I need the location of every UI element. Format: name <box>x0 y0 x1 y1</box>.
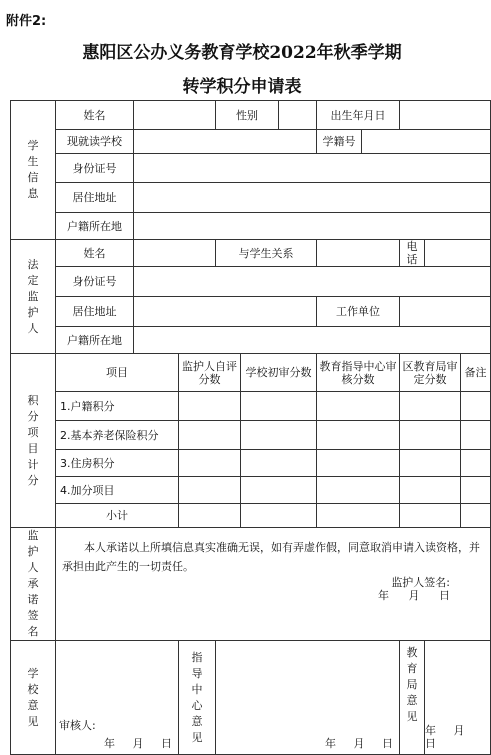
points-cell[interactable] <box>317 421 400 450</box>
student-id-field[interactable] <box>134 154 491 183</box>
points-cell[interactable] <box>317 504 400 528</box>
points-cell[interactable] <box>400 392 461 421</box>
points-cell[interactable] <box>317 450 400 477</box>
points-cell[interactable] <box>400 477 461 504</box>
pledge-section-label: 监护人承诺签名 <box>11 528 56 641</box>
points-cell[interactable] <box>179 392 241 421</box>
center-opinion-date: 年 月 日 <box>325 737 393 750</box>
guardian-name-label: 姓名 <box>56 240 134 267</box>
points-cell[interactable] <box>179 477 241 504</box>
attachment-label: 附件2: <box>6 14 47 29</box>
guardian-address-label: 居住地址 <box>56 297 134 327</box>
student-id-label: 身份证号 <box>56 154 134 183</box>
points-cell[interactable] <box>400 450 461 477</box>
points-cell[interactable] <box>461 450 491 477</box>
student-gender-label: 性别 <box>216 101 279 130</box>
student-no-label: 学籍号 <box>317 130 362 154</box>
student-hukou-field[interactable] <box>134 213 491 240</box>
points-cell[interactable] <box>241 392 317 421</box>
student-gender-field[interactable] <box>279 101 317 130</box>
student-name-label: 姓名 <box>56 101 134 130</box>
pledge-cell[interactable] <box>56 528 491 641</box>
guardian-id-field[interactable] <box>134 267 491 297</box>
pledge-date: 年 月 日 <box>378 589 451 602</box>
guardian-id-label: 身份证号 <box>56 267 134 297</box>
student-school-field[interactable] <box>134 130 317 154</box>
student-address-label: 居住地址 <box>56 183 134 213</box>
school-opinion-field[interactable] <box>56 641 179 755</box>
guardian-relation-label: 与学生关系 <box>216 240 317 267</box>
points-cell[interactable] <box>179 421 241 450</box>
guardian-address-field[interactable] <box>134 297 317 327</box>
form-title: 惠阳区公办义务教育学校2022年秋季学期 <box>82 43 402 63</box>
points-cell[interactable] <box>461 504 491 528</box>
points-header-self: 监护人自评分数 <box>179 354 241 392</box>
guardian-phone-field[interactable] <box>425 240 491 267</box>
points-header-item: 项目 <box>56 354 179 392</box>
points-cell[interactable] <box>179 450 241 477</box>
points-item-bonus: 4.加分项目 <box>56 477 179 504</box>
points-cell[interactable] <box>241 421 317 450</box>
points-cell[interactable] <box>400 504 461 528</box>
reviewer-label: 审核人: <box>59 719 96 732</box>
center-opinion-label: 指导中心意见 <box>179 641 216 755</box>
points-subtotal-label: 小计 <box>56 504 179 528</box>
center-opinion-field[interactable] <box>216 641 400 755</box>
points-cell[interactable] <box>317 477 400 504</box>
points-cell[interactable] <box>179 504 241 528</box>
points-item-pension: 2.基本养老保险积分 <box>56 421 179 450</box>
points-cell[interactable] <box>461 477 491 504</box>
guardian-section-label: 法定监护人 <box>11 240 56 354</box>
guardian-name-field[interactable] <box>134 240 216 267</box>
school-opinion-label: 学校意见 <box>11 641 56 755</box>
pledge-text: 本人承诺以上所填信息真实准确无误，如有弄虚作假，同意取消申请入读资格，并承担由此产生的一切责任。 <box>62 541 480 573</box>
points-header-remark: 备注 <box>461 354 491 392</box>
points-cell[interactable] <box>241 477 317 504</box>
student-dob-label: 出生年月日 <box>317 101 400 130</box>
student-section-label: 学生信息 <box>11 101 56 240</box>
student-address-field[interactable] <box>134 183 491 213</box>
points-header-center: 教育指导中心审核分数 <box>317 354 400 392</box>
form-subtitle: 转学积分申请表 <box>182 77 302 97</box>
points-section-label: 积分项目计分 <box>11 354 56 528</box>
points-cell[interactable] <box>461 392 491 421</box>
points-item-hukou: 1.户籍积分 <box>56 392 179 421</box>
bureau-opinion-field[interactable] <box>425 641 491 755</box>
school-opinion-date: 年 月 日 <box>104 737 172 750</box>
points-cell[interactable] <box>241 450 317 477</box>
points-cell[interactable] <box>461 421 491 450</box>
guardian-phone-label: 电话 <box>400 240 425 267</box>
guardian-work-field[interactable] <box>400 297 491 327</box>
points-cell[interactable] <box>241 504 317 528</box>
guardian-hukou-label: 户籍所在地 <box>56 327 134 354</box>
student-name-field[interactable] <box>134 101 216 130</box>
points-cell[interactable] <box>400 421 461 450</box>
points-header-school: 学校初审分数 <box>241 354 317 392</box>
guardian-relation-field[interactable] <box>317 240 400 267</box>
pledge-sign-label: 监护人签名: <box>391 576 451 589</box>
guardian-work-label: 工作单位 <box>317 297 400 327</box>
application-form-table <box>10 100 491 755</box>
bureau-opinion-date: 年 月 日 <box>425 724 465 750</box>
student-school-label: 现就读学校 <box>56 130 134 154</box>
student-hukou-label: 户籍所在地 <box>56 213 134 240</box>
bureau-opinion-label: 教育局意见 <box>400 641 425 755</box>
points-item-housing: 3.住房积分 <box>56 450 179 477</box>
guardian-hukou-field[interactable] <box>134 327 491 354</box>
student-dob-field[interactable] <box>400 101 491 130</box>
points-cell[interactable] <box>317 392 400 421</box>
student-no-field[interactable] <box>362 130 491 154</box>
points-header-bureau: 区教育局审定分数 <box>400 354 461 392</box>
